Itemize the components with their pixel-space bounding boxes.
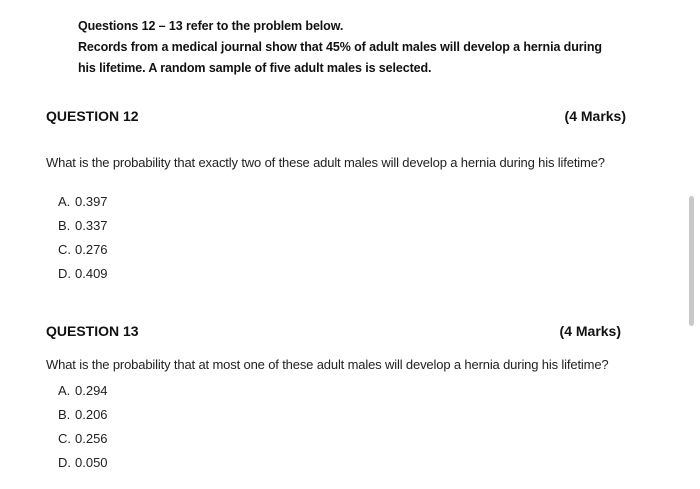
question-12-prompt: What is the probability that exactly two of these adult males will develop a hernia during his lifetime? [46, 155, 605, 170]
option-letter: A. [58, 194, 71, 209]
option-letter: C. [58, 431, 71, 446]
question-13-title: QUESTION 13 [46, 323, 139, 339]
problem-intro [78, 16, 638, 79]
option-value: 0.337 [75, 218, 108, 233]
option-value: 0.397 [75, 194, 108, 209]
question-13-prompt: What is the probability that at most one of these adult males will develop a hernia during his lifetime? [46, 357, 609, 372]
option-value: 0.256 [75, 431, 108, 446]
intro-line-1: Questions 12 – 13 refer to the problem below. [78, 19, 344, 33]
option-item [58, 190, 108, 214]
option-value: 0.276 [75, 242, 108, 257]
option-letter: D. [58, 266, 71, 281]
option-item [58, 427, 108, 451]
intro-line-3: his lifetime. A random sample of five adult males is selected. [78, 61, 432, 75]
option-letter: C. [58, 242, 71, 257]
question-13-marks: (4 Marks) [559, 323, 621, 339]
question-12-title: QUESTION 12 [46, 108, 139, 124]
intro-line-2: Records from a medical journal show that 45% of adult males will develop a hernia during [78, 40, 602, 54]
option-value: 0.294 [75, 383, 108, 398]
option-letter: B. [58, 218, 71, 233]
option-item [58, 403, 108, 427]
option-item [58, 379, 108, 403]
option-item [58, 451, 108, 475]
option-item [58, 214, 108, 238]
option-letter: A. [58, 383, 71, 398]
option-value: 0.206 [75, 407, 108, 422]
option-letter: D. [58, 455, 71, 470]
option-value: 0.409 [75, 266, 108, 281]
option-item [58, 238, 108, 262]
question-13-options [58, 379, 108, 475]
question-12-marks: (4 Marks) [564, 108, 626, 124]
option-letter: B. [58, 407, 71, 422]
scrollbar-thumb[interactable] [689, 196, 694, 326]
question-12-options [58, 190, 108, 286]
option-item [58, 262, 108, 286]
option-value: 0.050 [75, 455, 108, 470]
